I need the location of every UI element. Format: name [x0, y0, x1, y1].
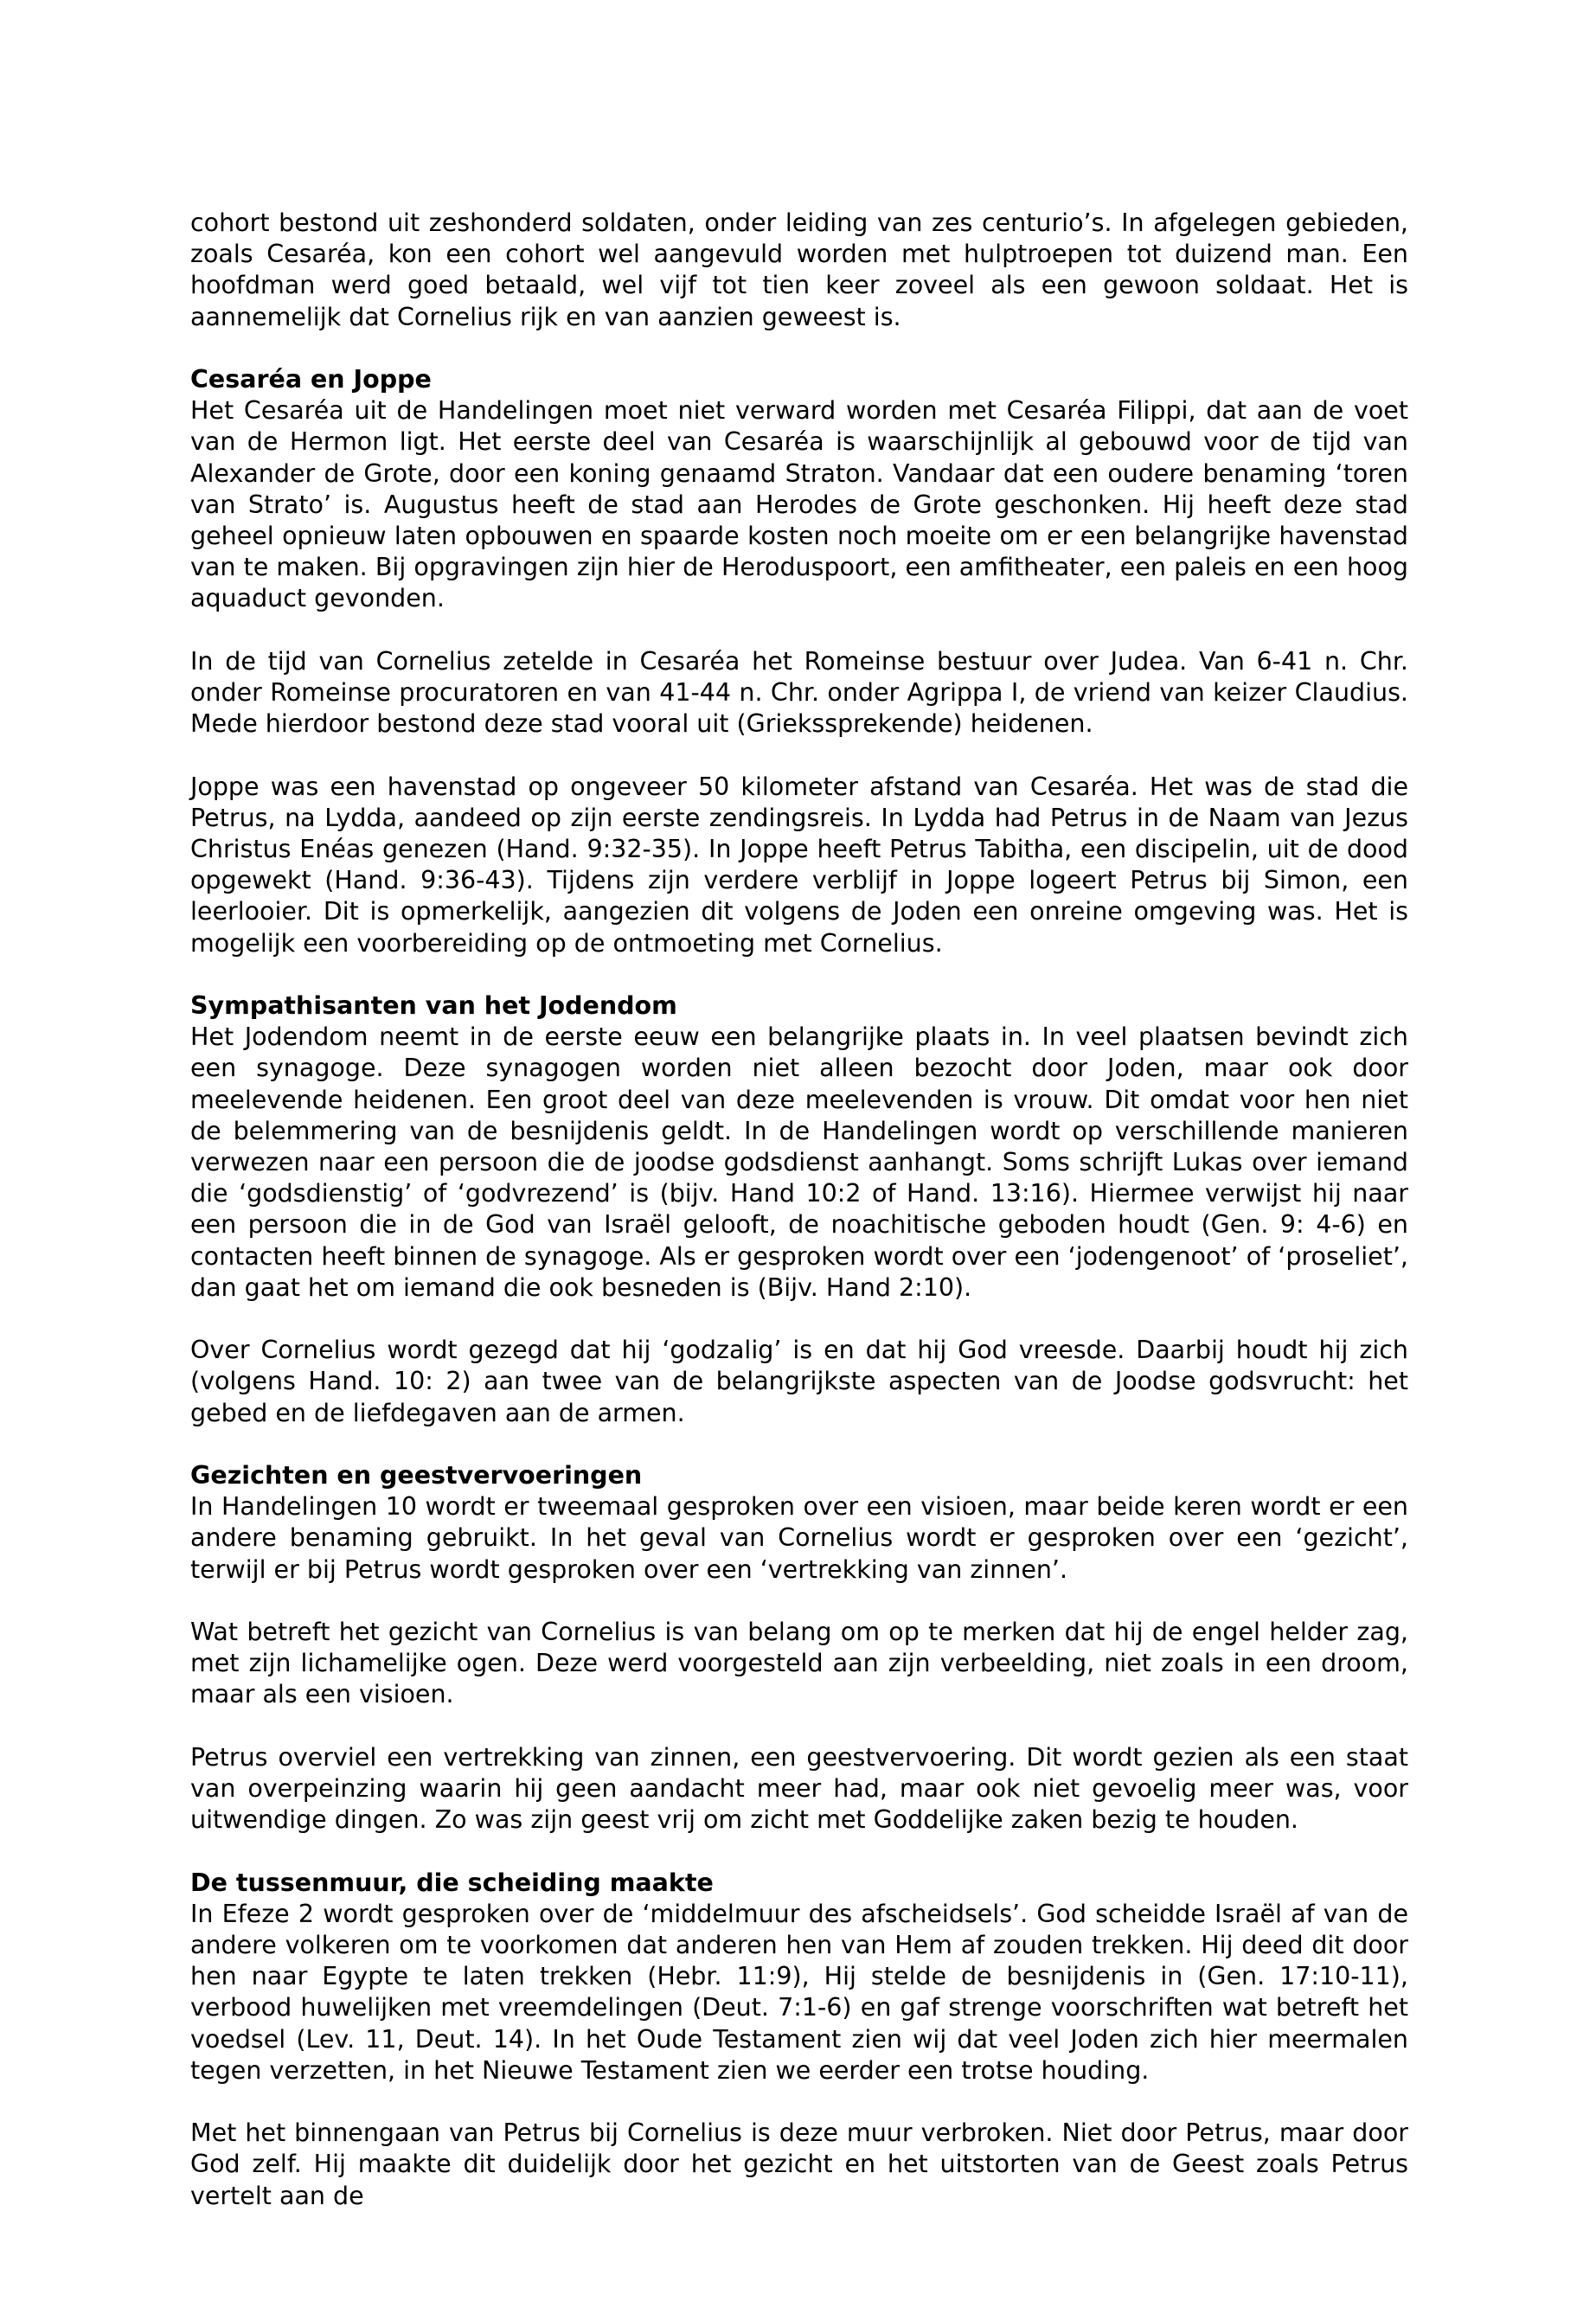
intro-block — [190, 208, 1408, 333]
section-heading: Cesaréa en Joppe — [190, 365, 432, 394]
paragraph: In Handelingen 10 wordt er tweemaal gesproken over een visioen, maar beide keren wordt er een andere benaming gebruikt. In het geval van Cornelius wordt er gesproken over een ‘gezicht’, terwijl er bij Petrus wordt gesproken over een ‘vertrekking van zinnen’. — [190, 1492, 1408, 1584]
section-sympathisanten — [190, 990, 1408, 1304]
paragraph-block — [190, 1617, 1408, 1711]
paragraph-block — [190, 2118, 1408, 2212]
paragraph-block — [190, 1742, 1408, 1836]
paragraph: Petrus overviel een vertrekking van zinnen, een geestvervoering. Dit wordt gezien als een staat van overpeinzing waarin hij geen aandacht meer had, maar ook niet gevoelig meer was, voor uitwendige dingen. Zo was zijn geest vrij om zicht met Goddelijke zaken bezig te houden. — [190, 1742, 1408, 1835]
paragraph-block — [190, 1335, 1408, 1429]
paragraph: Met het binnengaan van Petrus bij Cornelius is deze muur verbroken. Niet door Petrus, maar door God zelf. Hij maakte dit duidelijk door het gezicht en het uitstorten van de Geest zoals Petrus vertelt aan de — [190, 2118, 1408, 2210]
section-heading: Sympathisanten van het Jodendom — [190, 991, 677, 1021]
section-cesarea-joppe — [190, 364, 1408, 615]
section-gezichten — [190, 1460, 1408, 1586]
paragraph: Het Cesaréa uit de Handelingen moet niet verward worden met Cesaréa Filippi, dat aan de voet van de Hermon ligt. Het eerste deel van Cesaréa is waarschijnlijk al gebouwd voor de tijd van Alexander de Grote, door een koning genaamd Straton. Vandaar dat een oudere benaming ‘toren van Strato’ is. Augustus heeft de stad aan Herodes de Grote geschonken. Hij heeft deze stad geheel opnieuw laten opbouwen en spaarde kosten noch moeite om er een belangrijke havenstad van te maken. Bij opgravingen zijn hier de Heroduspoort, een amfitheater, een paleis en een hoog aquaduct gevonden. — [190, 396, 1408, 613]
paragraph: Joppe was een havenstad op ongeveer 50 kilometer afstand van Cesaréa. Het was de stad die Petrus, na Lydda, aandeed op zijn eerste zendingsreis. In Lydda had Petrus in de Naam van Jezus Christus Enéas genezen (Hand. 9:32-35). In Joppe heeft Petrus Tabitha, een discipelin, uit de dood opgewekt (Hand. 9:36-43). Tijdens zijn verdere verblijf in Joppe logeert Petrus bij Simon, een leerlooier. Dit is opmerkelijk, aangezien dit volgens de Joden een onreine omgeving was. Het is mogelijk een voorbereiding op de ontmoeting met Cornelius. — [190, 772, 1408, 958]
section-tussenmuur — [190, 1868, 1408, 2086]
document-page — [190, 208, 1408, 2243]
paragraph-block — [190, 772, 1408, 959]
paragraph: Over Cornelius wordt gezegd dat hij ‘godzalig’ is en dat hij God vreesde. Daarbij houdt hij zich (volgens Hand. 10: 2) aan twee van de belangrijkste aspecten van de Joodse godsvrucht: het gebed en de liefdegaven aan de armen. — [190, 1336, 1408, 1427]
paragraph: Het Jodendom neemt in de eerste eeuw een belangrijke plaats in. In veel plaatsen bevindt zich een synagoge. Deze synagogen worden niet alleen bezocht door Joden, maar ook door meelevende heidenen. Een groot deel van deze meelevenden is vrouw. Dit omdat voor hen niet de belemmering van de besnijdenis geldt. In de Handelingen wordt op verschillende manieren verwezen naar een persoon die de joodse godsdienst aanhangt. Soms schrijft Lukas over iemand die ‘godsdienstig’ of ‘godvrezend’ is (bijv. Hand 10:2 of Hand. 13:16). Hiermee verwijst hij naar een persoon die in de God van Israël gelooft, de noachitische geboden houdt (Gen. 9: 4-6) en contacten heeft binnen de synagoge. Als er gesproken wordt over een ‘jodengenoot’ of ‘proseliet’, dan gaat het om iemand die ook besneden is (Bijv. Hand 2:10). — [190, 1022, 1408, 1302]
paragraph: In de tijd van Cornelius zetelde in Cesaréa het Romeinse bestuur over Judea. Van 6-41 n. Chr. onder Romeinse procuratoren en van 41-44 n. Chr. onder Agrippa I, de vriend van keizer Claudius. Mede hierdoor bestond deze stad vooral uit (Griekssprekende) heidenen. — [190, 646, 1408, 739]
section-heading: Gezichten en geestvervoeringen — [190, 1461, 643, 1490]
paragraph: Wat betreft het gezicht van Cornelius is van belang om op te merken dat hij de engel helder zag, met zijn lichamelijke ogen. Deze werd voorgesteld aan zijn verbeelding, niet zoals in een droom, maar als een visioen. — [190, 1618, 1408, 1709]
section-heading: De tussenmuur, die scheiding maakte — [190, 1868, 714, 1897]
intro-paragraph: cohort bestond uit zeshonderd soldaten, onder leiding van zes centurio’s. In afgelegen gebieden, zoals Cesaréa, kon een cohort wel aangevuld worden met hulptroepen tot duizend man. Een hoofdman werd goed betaald, wel vijf tot tien keer zoveel als een gewoon soldaat. Het is aannemelijk dat Cornelius rijk en van aanzien geweest is. — [190, 208, 1408, 331]
paragraph-block — [190, 646, 1408, 740]
paragraph: In Efeze 2 wordt gesproken over de ‘middelmuur des afscheidsels’. God scheidde Israël af van de andere volkeren om te voorkomen dat anderen hen van Hem af zouden trekken. Hij deed dit door hen naar Egypte te laten trekken (Hebr. 11:9), Hij stelde de besnijdenis in (Gen. 17:10-11), verbood huwelijken met vreemdelingen (Deut. 7:1-6) en gaf strenge voorschriften wat betreft het voedsel (Lev. 11, Deut. 14). In het Oude Testament zien wij dat veel Joden zich hier meermalen tegen verzetten, in het Nieuwe Testament zien we eerder een trotse houding. — [190, 1899, 1408, 2085]
